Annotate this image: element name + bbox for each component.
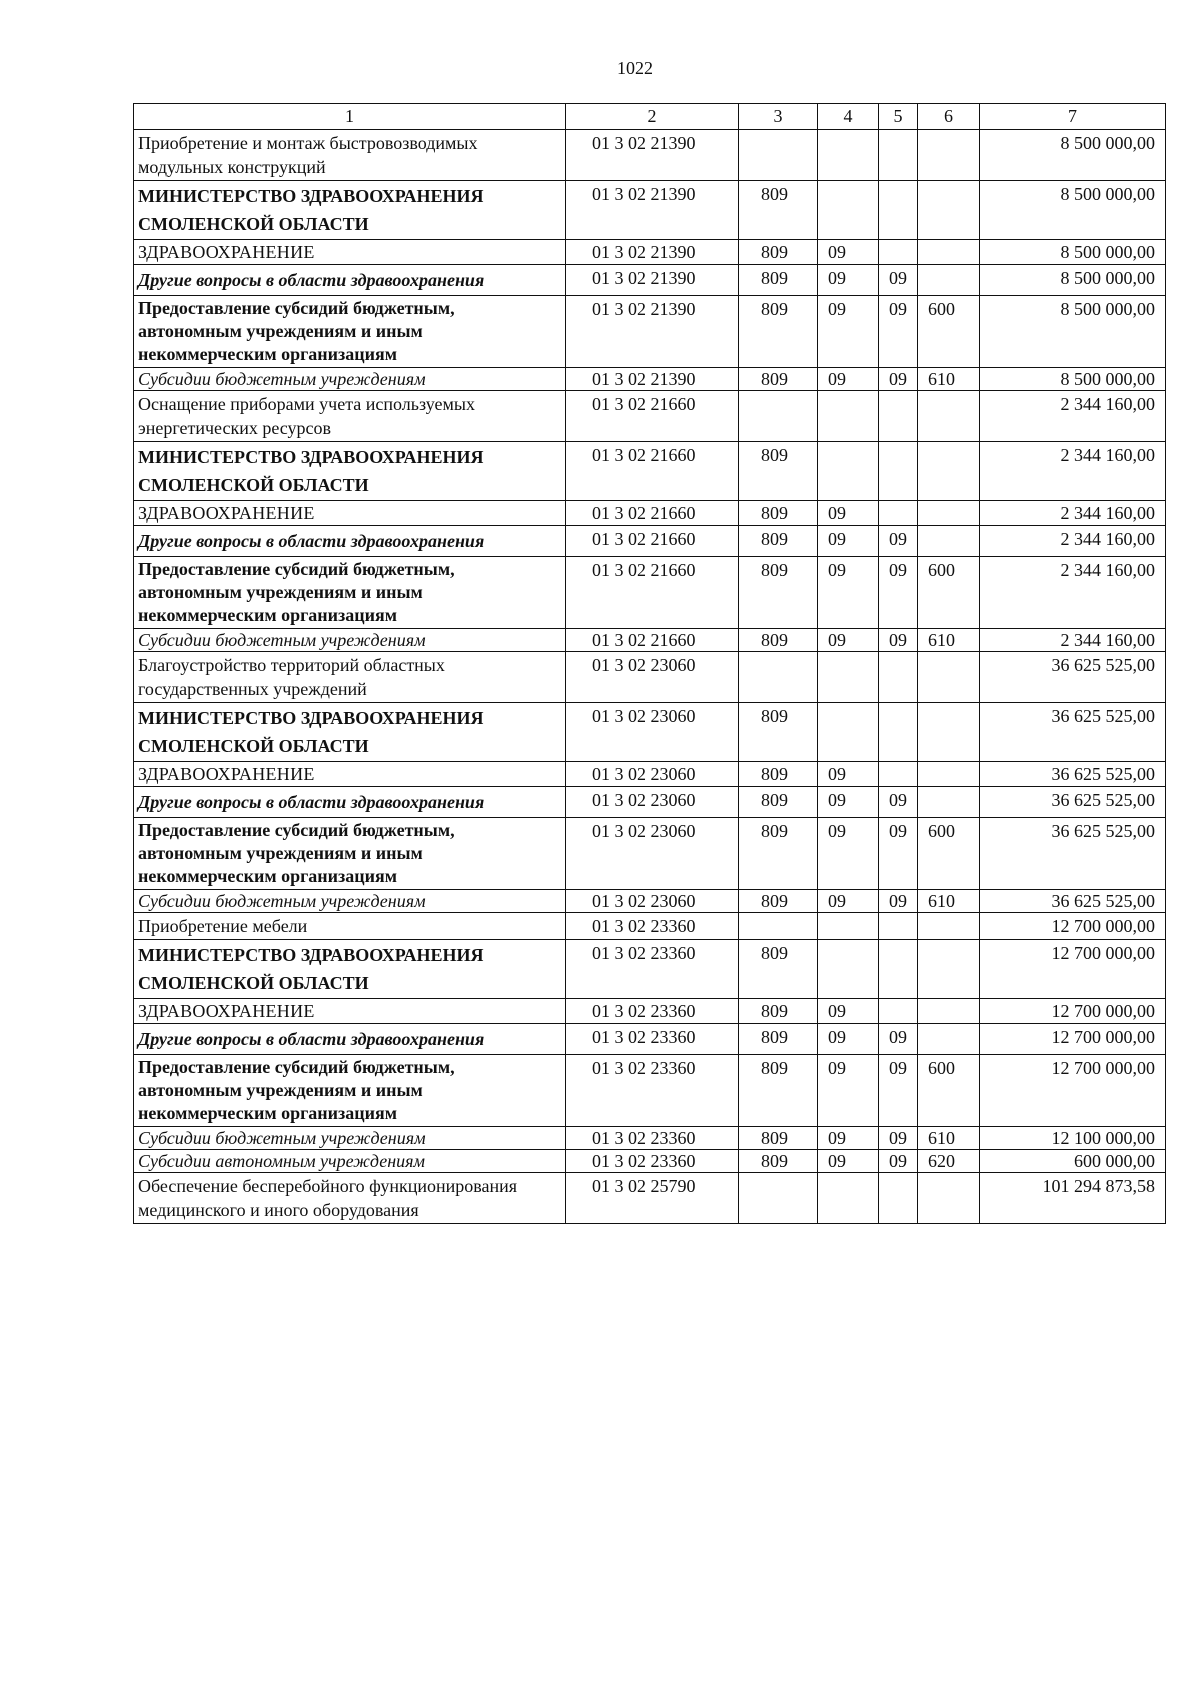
cell-section	[818, 652, 879, 703]
cell-name: Предоставление субсидий бюджетным, автономным учреждениям и иным некоммерческим организациям	[134, 296, 566, 368]
cell-expense-type	[918, 1173, 980, 1224]
cell-target-code: 01 3 02 23360	[566, 913, 739, 940]
cell-name: Обеспечение бесперебойного функционирования медицинского и иного оборудования	[134, 1173, 566, 1224]
table-row	[134, 501, 1166, 526]
cell-target-code: 01 3 02 21390	[566, 181, 739, 240]
cell-amount: 8 500 000,00	[980, 130, 1166, 181]
table-row	[134, 368, 1166, 391]
cell-expense-type: 610	[918, 629, 980, 652]
cell-expense-type: 610	[918, 890, 980, 913]
budget-table	[133, 103, 1166, 1224]
cell-expense-type	[918, 1024, 980, 1055]
cell-section	[818, 442, 879, 501]
cell-subsection: 09	[879, 557, 918, 629]
cell-expense-type: 600	[918, 818, 980, 890]
cell-org-code: 809	[739, 787, 818, 818]
table-row	[134, 1150, 1166, 1173]
cell-expense-type	[918, 265, 980, 296]
cell-name: Другие вопросы в области здравоохранения	[134, 265, 566, 296]
cell-subsection: 09	[879, 1127, 918, 1150]
cell-name: Предоставление субсидий бюджетным, автономным учреждениям и иным некоммерческим организациям	[134, 557, 566, 629]
cell-amount: 101 294 873,58	[980, 1173, 1166, 1224]
cell-section: 09	[818, 557, 879, 629]
cell-amount: 2 344 160,00	[980, 557, 1166, 629]
cell-expense-type: 610	[918, 1127, 980, 1150]
cell-subsection: 09	[879, 1024, 918, 1055]
cell-target-code: 01 3 02 23060	[566, 787, 739, 818]
cell-expense-type	[918, 999, 980, 1024]
cell-expense-type	[918, 913, 980, 940]
cell-target-code: 01 3 02 23360	[566, 940, 739, 999]
cell-name: Благоустройство территорий областных государственных учреждений	[134, 652, 566, 703]
cell-subsection: 09	[879, 629, 918, 652]
table-row	[134, 526, 1166, 557]
cell-target-code: 01 3 02 23060	[566, 890, 739, 913]
cell-amount: 12 700 000,00	[980, 1055, 1166, 1127]
cell-target-code: 01 3 02 21390	[566, 368, 739, 391]
cell-org-code: 809	[739, 181, 818, 240]
cell-org-code: 809	[739, 1055, 818, 1127]
cell-name: Субсидии бюджетным учреждениям	[134, 890, 566, 913]
column-header: 3	[739, 104, 818, 130]
cell-subsection	[879, 999, 918, 1024]
cell-target-code: 01 3 02 21660	[566, 629, 739, 652]
cell-org-code: 809	[739, 1150, 818, 1173]
cell-subsection	[879, 391, 918, 442]
cell-section: 09	[818, 368, 879, 391]
cell-expense-type	[918, 762, 980, 787]
cell-amount: 8 500 000,00	[980, 181, 1166, 240]
cell-amount: 12 700 000,00	[980, 913, 1166, 940]
cell-section	[818, 181, 879, 240]
cell-target-code: 01 3 02 21390	[566, 265, 739, 296]
cell-org-code	[739, 130, 818, 181]
cell-expense-type	[918, 240, 980, 265]
cell-amount: 8 500 000,00	[980, 265, 1166, 296]
cell-org-code: 809	[739, 818, 818, 890]
cell-subsection	[879, 940, 918, 999]
cell-amount: 2 344 160,00	[980, 526, 1166, 557]
cell-subsection	[879, 652, 918, 703]
cell-section: 09	[818, 1127, 879, 1150]
cell-target-code: 01 3 02 23360	[566, 999, 739, 1024]
cell-amount: 36 625 525,00	[980, 762, 1166, 787]
cell-expense-type	[918, 526, 980, 557]
cell-target-code: 01 3 02 23360	[566, 1055, 739, 1127]
cell-org-code: 809	[739, 442, 818, 501]
cell-subsection	[879, 130, 918, 181]
cell-name: ЗДРАВООХРАНЕНИЕ	[134, 240, 566, 265]
cell-subsection: 09	[879, 265, 918, 296]
cell-org-code: 809	[739, 890, 818, 913]
column-header-row	[134, 104, 1166, 130]
cell-section: 09	[818, 526, 879, 557]
cell-expense-type	[918, 787, 980, 818]
cell-section: 09	[818, 787, 879, 818]
cell-section: 09	[818, 890, 879, 913]
cell-target-code: 01 3 02 21390	[566, 130, 739, 181]
cell-org-code: 809	[739, 629, 818, 652]
cell-amount: 8 500 000,00	[980, 296, 1166, 368]
column-header: 2	[566, 104, 739, 130]
cell-section	[818, 913, 879, 940]
table-row	[134, 1055, 1166, 1127]
column-header: 1	[134, 104, 566, 130]
table-row	[134, 130, 1166, 181]
cell-amount: 36 625 525,00	[980, 890, 1166, 913]
cell-name: МИНИСТЕРСТВО ЗДРАВООХРАНЕНИЯ СМОЛЕНСКОЙ ОБЛАСТИ	[134, 442, 566, 501]
cell-name: ЗДРАВООХРАНЕНИЕ	[134, 762, 566, 787]
table-row	[134, 557, 1166, 629]
column-header: 7	[980, 104, 1166, 130]
cell-expense-type	[918, 940, 980, 999]
cell-section	[818, 130, 879, 181]
table-row	[134, 240, 1166, 265]
cell-subsection: 09	[879, 890, 918, 913]
cell-org-code	[739, 391, 818, 442]
cell-subsection: 09	[879, 818, 918, 890]
cell-name: ЗДРАВООХРАНЕНИЕ	[134, 999, 566, 1024]
cell-name: Субсидии автономным учреждениям	[134, 1150, 566, 1173]
cell-org-code: 809	[739, 703, 818, 762]
cell-target-code: 01 3 02 21660	[566, 391, 739, 442]
cell-expense-type	[918, 442, 980, 501]
cell-subsection: 09	[879, 526, 918, 557]
cell-expense-type	[918, 501, 980, 526]
table-body	[134, 104, 1166, 1224]
cell-target-code: 01 3 02 21390	[566, 296, 739, 368]
table-row	[134, 1024, 1166, 1055]
table-row	[134, 652, 1166, 703]
cell-section: 09	[818, 762, 879, 787]
cell-amount: 600 000,00	[980, 1150, 1166, 1173]
cell-expense-type	[918, 652, 980, 703]
table-row	[134, 391, 1166, 442]
cell-target-code: 01 3 02 23060	[566, 703, 739, 762]
cell-name: Другие вопросы в области здравоохранения	[134, 787, 566, 818]
cell-org-code: 809	[739, 1127, 818, 1150]
cell-target-code: 01 3 02 23060	[566, 652, 739, 703]
cell-name: Оснащение приборами учета используемых энергетических ресурсов	[134, 391, 566, 442]
cell-name: ЗДРАВООХРАНЕНИЕ	[134, 501, 566, 526]
cell-expense-type: 620	[918, 1150, 980, 1173]
cell-org-code: 809	[739, 762, 818, 787]
cell-name: Субсидии бюджетным учреждениям	[134, 368, 566, 391]
cell-name: МИНИСТЕРСТВО ЗДРАВООХРАНЕНИЯ СМОЛЕНСКОЙ ОБЛАСТИ	[134, 181, 566, 240]
cell-subsection	[879, 1173, 918, 1224]
cell-section: 09	[818, 265, 879, 296]
page-number: 1022	[617, 58, 653, 78]
cell-subsection	[879, 501, 918, 526]
cell-section: 09	[818, 1024, 879, 1055]
cell-expense-type	[918, 181, 980, 240]
cell-amount: 36 625 525,00	[980, 703, 1166, 762]
cell-target-code: 01 3 02 21660	[566, 526, 739, 557]
cell-amount: 2 344 160,00	[980, 391, 1166, 442]
cell-target-code: 01 3 02 21660	[566, 442, 739, 501]
column-header: 4	[818, 104, 879, 130]
cell-target-code: 01 3 02 25790	[566, 1173, 739, 1224]
cell-target-code: 01 3 02 23360	[566, 1127, 739, 1150]
cell-amount: 8 500 000,00	[980, 368, 1166, 391]
table-row	[134, 703, 1166, 762]
table-row	[134, 818, 1166, 890]
cell-section	[818, 940, 879, 999]
cell-org-code: 809	[739, 501, 818, 526]
cell-section: 09	[818, 1150, 879, 1173]
cell-amount: 2 344 160,00	[980, 442, 1166, 501]
cell-name: Предоставление субсидий бюджетным, автономным учреждениям и иным некоммерческим организациям	[134, 818, 566, 890]
cell-target-code: 01 3 02 23360	[566, 1150, 739, 1173]
cell-org-code: 809	[739, 526, 818, 557]
cell-subsection	[879, 181, 918, 240]
cell-amount: 36 625 525,00	[980, 787, 1166, 818]
table-row	[134, 296, 1166, 368]
cell-amount: 36 625 525,00	[980, 818, 1166, 890]
cell-amount: 12 700 000,00	[980, 1024, 1166, 1055]
cell-name: Другие вопросы в области здравоохранения	[134, 1024, 566, 1055]
cell-name: Субсидии бюджетным учреждениям	[134, 629, 566, 652]
cell-amount: 12 700 000,00	[980, 940, 1166, 999]
cell-expense-type: 600	[918, 557, 980, 629]
table-row	[134, 1127, 1166, 1150]
cell-subsection: 09	[879, 787, 918, 818]
cell-name: Субсидии бюджетным учреждениям	[134, 1127, 566, 1150]
table-row	[134, 629, 1166, 652]
cell-name: МИНИСТЕРСТВО ЗДРАВООХРАНЕНИЯ СМОЛЕНСКОЙ ОБЛАСТИ	[134, 703, 566, 762]
cell-org-code	[739, 913, 818, 940]
cell-target-code: 01 3 02 23060	[566, 762, 739, 787]
cell-expense-type: 600	[918, 296, 980, 368]
cell-subsection	[879, 703, 918, 762]
cell-org-code: 809	[739, 240, 818, 265]
cell-subsection	[879, 762, 918, 787]
cell-org-code: 809	[739, 368, 818, 391]
table-row	[134, 913, 1166, 940]
cell-target-code: 01 3 02 23060	[566, 818, 739, 890]
cell-org-code: 809	[739, 296, 818, 368]
cell-expense-type	[918, 130, 980, 181]
cell-section	[818, 391, 879, 442]
cell-target-code: 01 3 02 21660	[566, 501, 739, 526]
cell-section: 09	[818, 818, 879, 890]
table-row	[134, 181, 1166, 240]
cell-target-code: 01 3 02 21660	[566, 557, 739, 629]
cell-subsection	[879, 240, 918, 265]
cell-org-code: 809	[739, 999, 818, 1024]
cell-section: 09	[818, 240, 879, 265]
cell-org-code: 809	[739, 940, 818, 999]
cell-subsection	[879, 913, 918, 940]
cell-subsection: 09	[879, 1055, 918, 1127]
cell-amount: 12 100 000,00	[980, 1127, 1166, 1150]
cell-subsection: 09	[879, 1150, 918, 1173]
cell-section: 09	[818, 1055, 879, 1127]
cell-subsection: 09	[879, 296, 918, 368]
table-row	[134, 442, 1166, 501]
cell-org-code	[739, 1173, 818, 1224]
cell-subsection: 09	[879, 368, 918, 391]
cell-target-code: 01 3 02 23360	[566, 1024, 739, 1055]
cell-section: 09	[818, 296, 879, 368]
cell-org-code: 809	[739, 557, 818, 629]
cell-expense-type: 600	[918, 1055, 980, 1127]
cell-amount: 2 344 160,00	[980, 501, 1166, 526]
cell-expense-type	[918, 703, 980, 762]
cell-amount: 36 625 525,00	[980, 652, 1166, 703]
cell-org-code	[739, 652, 818, 703]
cell-target-code: 01 3 02 21390	[566, 240, 739, 265]
cell-subsection	[879, 442, 918, 501]
table-row	[134, 999, 1166, 1024]
cell-section: 09	[818, 501, 879, 526]
cell-name: Приобретение мебели	[134, 913, 566, 940]
cell-expense-type: 610	[918, 368, 980, 391]
cell-name: Другие вопросы в области здравоохранения	[134, 526, 566, 557]
cell-amount: 2 344 160,00	[980, 629, 1166, 652]
column-header: 5	[879, 104, 918, 130]
table-row	[134, 265, 1166, 296]
column-header: 6	[918, 104, 980, 130]
cell-amount: 12 700 000,00	[980, 999, 1166, 1024]
cell-section: 09	[818, 999, 879, 1024]
cell-expense-type	[918, 391, 980, 442]
table-row	[134, 787, 1166, 818]
cell-org-code: 809	[739, 1024, 818, 1055]
cell-name: МИНИСТЕРСТВО ЗДРАВООХРАНЕНИЯ СМОЛЕНСКОЙ ОБЛАСТИ	[134, 940, 566, 999]
cell-section	[818, 703, 879, 762]
cell-name: Приобретение и монтаж быстровозводимых модульных конструкций	[134, 130, 566, 181]
cell-name: Предоставление субсидий бюджетным, автономным учреждениям и иным некоммерческим организациям	[134, 1055, 566, 1127]
cell-amount: 8 500 000,00	[980, 240, 1166, 265]
table-row	[134, 890, 1166, 913]
table-row	[134, 1173, 1166, 1224]
cell-org-code: 809	[739, 265, 818, 296]
cell-section	[818, 1173, 879, 1224]
table-row	[134, 762, 1166, 787]
table-row	[134, 940, 1166, 999]
cell-section: 09	[818, 629, 879, 652]
